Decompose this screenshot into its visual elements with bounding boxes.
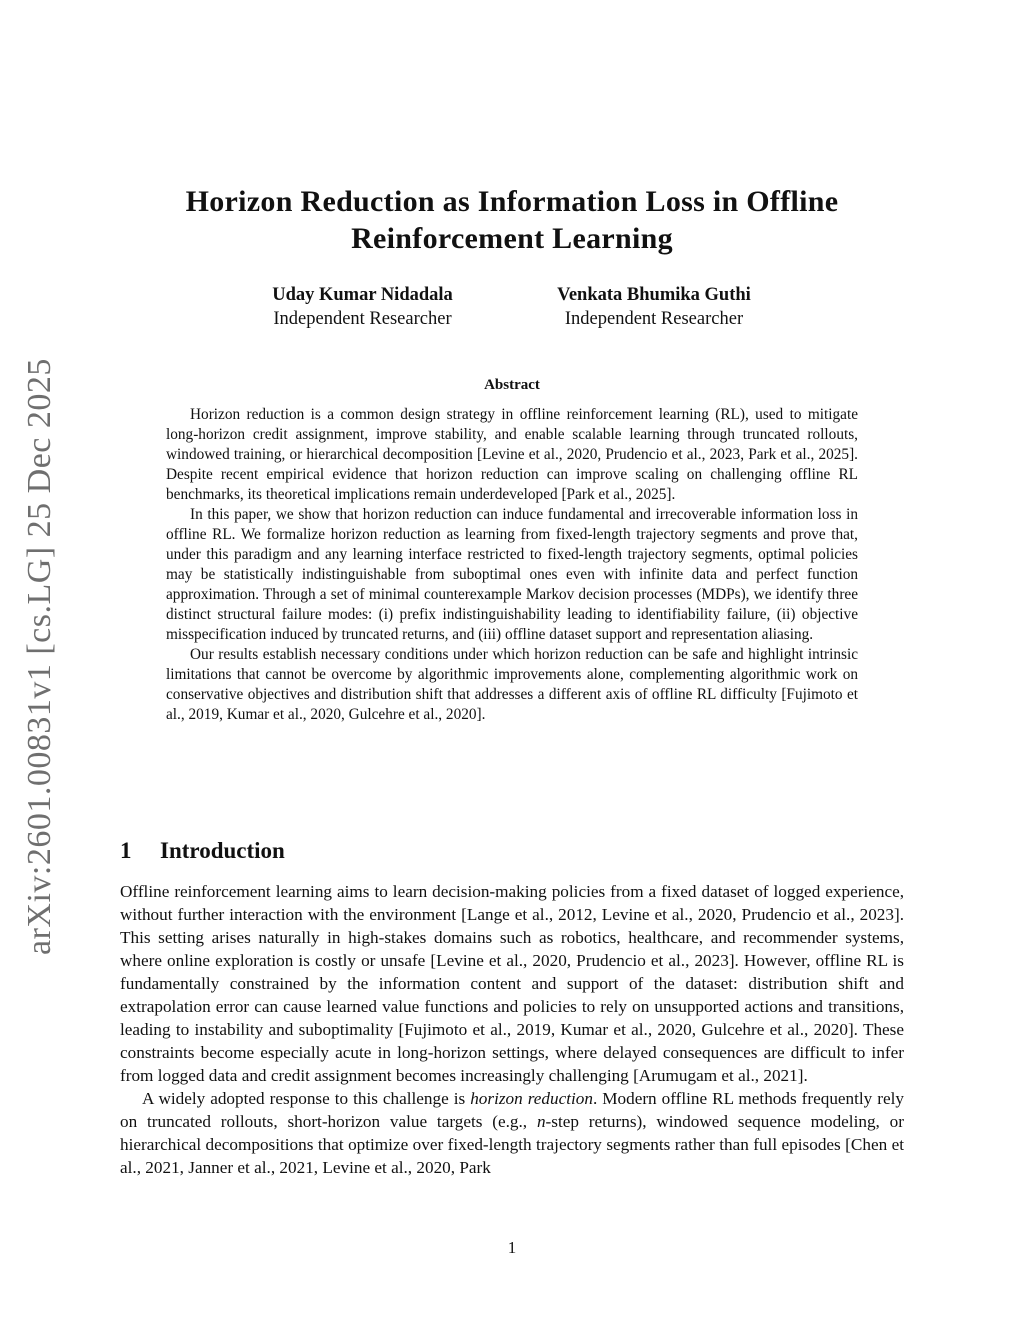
abstract-heading: Abstract: [484, 377, 540, 393]
math-variable: n: [536, 1112, 546, 1131]
abstract-body: [166, 405, 858, 725]
page-number: 1: [507, 1238, 517, 1257]
author-name: Venkata Bhumika Guthi: [557, 285, 751, 305]
author-affiliation: Independent Researcher: [273, 309, 452, 329]
section-number: 1: [120, 838, 132, 863]
body-text-run: A widely adopted response to this challenge is: [142, 1089, 471, 1108]
body-paragraph: [120, 1087, 904, 1179]
body-paragraph: Offline reinforcement learning aims to learn decision-making policies from a fixed dataset of logged experience, without further interaction with the environment [Lange et al., 2012, Levine et al., 2020, Prudencio et al., 2023]. This setting arises naturally in high-stakes domains such as robotics, healthcare, and recommender systems, where online exploration is costly or unsafe [Levine et al., 2020, Prudencio et al., 2023]. However, offline RL is fundamentally constrained by the information content and support of the dataset: distribution shift and extrapolation error can cause learned value functions and policies to rely on unsupported actions and transitions, leading to instability and suboptimality [Fujimoto et al., 2019, Kumar et al., 2020, Gulcehre et al., 2020]. These constraints become especially acute in long-horizon settings, where delayed consequences are difficult to infer from logged data and credit assignment becomes increasingly challenging [Arumugam et al., 2021].: [120, 882, 904, 1085]
abstract-paragraph: Horizon reduction is a common design strategy in offline reinforcement learning (RL), used to mitigate long-horizon credit assignment, improve stability, and enable scalable learning through truncated rollouts, windowed training, or hierarchical decomposition [Levine et al., 2020, Prudencio et al., 2023, Park et al., 2025]. Despite recent empirical evidence that horizon reduction can improve scaling on challenging offline RL benchmarks, its theoretical implications remain underdeveloped [Park et al., 2025].: [166, 406, 858, 503]
author-block: [240, 283, 485, 331]
body-text-run: . Modern offline RL methods frequently rely on truncated rollouts, short-horizon value targets (e.g.,: [120, 1089, 904, 1131]
paper-title: Horizon Reduction as Information Loss in Offline Reinforcement Learning: [185, 185, 839, 255]
abstract-paragraph: Our results establish necessary conditions under which horizon reduction can be safe and highlight intrinsic limitations that cannot be overcome by algorithmic improvements alone, complementing algorithmic work on conservative objectives and distribution shift that addresses a different axis of offline RL difficulty [Fujimoto et al., 2019, Kumar et al., 2020, Gulcehre et al., 2020].: [166, 646, 858, 723]
emphasized-term: horizon reduction: [470, 1089, 593, 1108]
arxiv-stamp: arXiv:2601.00831v1 [cs.LG] 25 Dec 2025: [21, 358, 58, 955]
introduction-body: [120, 880, 904, 1179]
section-heading: [120, 836, 285, 866]
body-text-run: -step returns), windowed sequence modeling, or hierarchical decompositions that optimize over fixed-length trajectory segments rather than full episodes [Chen et al., 2021, Janner et al., 2021, Levine et al., 2020, Park: [120, 1112, 904, 1177]
author-block: [525, 283, 783, 331]
author-name: Uday Kumar Nidadala: [272, 285, 453, 305]
section-title: Introduction: [160, 838, 285, 863]
author-affiliation: Independent Researcher: [564, 309, 744, 329]
abstract-paragraph: In this paper, we show that horizon reduction can induce fundamental and irrecoverable information loss in offline RL. We formalize horizon reduction as learning from fixed-length trajectory segments and prove that, under this paradigm and any learning interface restricted to fixed-length trajectory segments, optimal policies may be statistically indistinguishable from suboptimal ones even with infinite data and perfect function approximation. Through a set of minimal counterexample Markov decision processes (MDPs), we identify three distinct structural failure modes: (i) prefix indistinguishability leading to identifiability failure, (ii) objective misspecification induced by truncated returns, and (iii) offline dataset support and representation aliasing.: [166, 506, 858, 643]
